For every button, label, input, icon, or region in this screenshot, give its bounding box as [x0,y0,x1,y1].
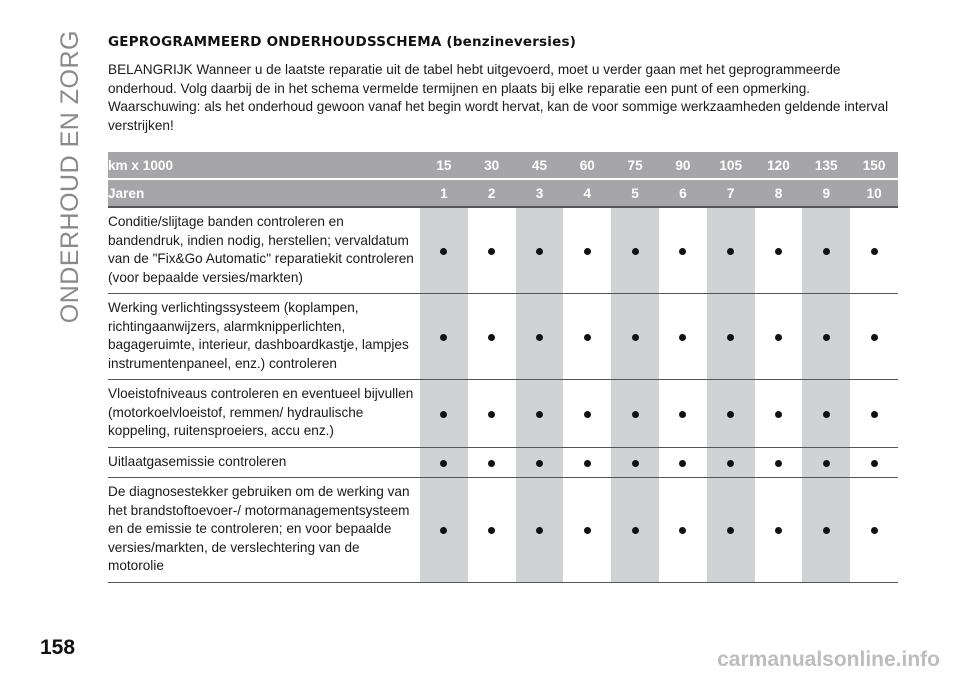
check-dot-icon [488,411,495,418]
check-dot-icon [823,460,830,467]
check-dot-icon [536,411,543,418]
watermark: carmanualsonline.info [717,648,940,671]
interval-mark-cell [563,294,611,380]
interval-mark-cell [516,380,564,448]
interval-mark-cell [755,380,803,448]
check-dot-icon [871,527,878,534]
years-interval-3: 4 [563,179,611,207]
years-interval-7: 8 [755,179,803,207]
table-row [108,294,898,380]
interval-mark-cell [468,447,516,478]
km-interval-7: 120 [755,152,803,179]
check-dot-icon [727,527,734,534]
maintenance-schedule-table [108,152,898,583]
interval-mark-cell [563,207,611,294]
interval-mark-cell [611,207,659,294]
check-dot-icon [584,248,591,255]
interval-mark-cell [755,478,803,583]
page-number: 158 [40,636,76,659]
task-description: Conditie/slijtage banden controleren en bandendruk, indien nodig, herstellen; vervaldatum van de "Fix&Go Automatic" reparatiekit controleren (voor bepaalde versies/markten) [108,207,420,294]
interval-mark-cell [420,380,468,448]
interval-mark-cell [707,207,755,294]
check-dot-icon [440,460,447,467]
km-header-label: km x 1000 [108,152,420,179]
check-dot-icon [823,411,830,418]
check-dot-icon [775,527,782,534]
interval-mark-cell [611,294,659,380]
check-dot-icon [871,411,878,418]
check-dot-icon [488,460,495,467]
intro-paragraph-warning: Waarschuwing: als het onderhoud gewoon vanaf het begin wordt hervat, kan de voor sommige werkzaamheden geldende interval verstrijken! [108,99,889,133]
interval-mark-cell [802,294,850,380]
schedule-body [108,207,898,582]
intro-text [108,61,908,135]
check-dot-icon [632,411,639,418]
years-header-label: Jaren [108,179,420,207]
interval-mark-cell [516,447,564,478]
interval-mark-cell [516,294,564,380]
km-interval-9: 150 [850,152,898,179]
interval-mark-cell [563,380,611,448]
check-dot-icon [440,248,447,255]
check-dot-icon [679,248,686,255]
section-side-label [52,30,88,324]
interval-mark-cell [850,294,898,380]
interval-mark-cell [659,447,707,478]
check-dot-icon [440,334,447,341]
interval-mark-cell [468,207,516,294]
check-dot-icon [440,411,447,418]
task-description: De diagnosestekker gebruiken om de werking van het brandstoftoevoer-/ motormanagementsysteem en de emissie te controleren; en voor bepaalde versies/markten, de verslechtering van de motorolie [108,478,420,583]
interval-mark-cell [802,447,850,478]
years-interval-6: 7 [707,179,755,207]
check-dot-icon [488,248,495,255]
check-dot-icon [584,527,591,534]
interval-mark-cell [802,478,850,583]
interval-mark-cell [802,380,850,448]
interval-mark-cell [420,294,468,380]
interval-mark-cell [468,380,516,448]
intro-paragraph-important: BELANGRIJK Wanneer u de laatste reparatie uit de tabel hebt uitgevoerd, moet u verder gaan met het geprogrammeerde onderhoud. Volg daarbij de in het schema vermelde termijnen en plaats bij elke reparatie een punt of een opmerking. [108,62,841,96]
section-side-label-text: ONDERHOUD EN ZORG [55,30,84,324]
km-interval-5: 90 [659,152,707,179]
km-interval-3: 60 [563,152,611,179]
check-dot-icon [679,411,686,418]
interval-mark-cell [707,380,755,448]
km-interval-8: 135 [802,152,850,179]
km-interval-6: 105 [707,152,755,179]
check-dot-icon [823,527,830,534]
km-interval-1: 30 [468,152,516,179]
interval-mark-cell [755,294,803,380]
check-dot-icon [488,334,495,341]
years-interval-9: 10 [850,179,898,207]
check-dot-icon [823,334,830,341]
interval-mark-cell [659,294,707,380]
table-row [108,447,898,478]
interval-mark-cell [659,207,707,294]
years-interval-5: 6 [659,179,707,207]
interval-mark-cell [850,447,898,478]
interval-mark-cell [659,380,707,448]
interval-mark-cell [707,447,755,478]
interval-mark-cell [468,478,516,583]
page-title: GEPROGRAMMEERD ONDERHOUDSSCHEMA (benzineversies) [108,34,577,50]
table-row [108,207,898,294]
interval-mark-cell [611,478,659,583]
interval-mark-cell [755,207,803,294]
check-dot-icon [584,411,591,418]
check-dot-icon [632,460,639,467]
check-dot-icon [536,460,543,467]
interval-mark-cell [611,447,659,478]
interval-mark-cell [850,380,898,448]
interval-mark-cell [420,207,468,294]
check-dot-icon [871,460,878,467]
km-interval-0: 15 [420,152,468,179]
check-dot-icon [775,460,782,467]
check-dot-icon [440,527,447,534]
years-interval-0: 1 [420,179,468,207]
interval-mark-cell [516,207,564,294]
interval-mark-cell [611,380,659,448]
km-interval-4: 75 [611,152,659,179]
interval-mark-cell [755,447,803,478]
check-dot-icon [727,334,734,341]
years-interval-2: 3 [516,179,564,207]
years-interval-1: 2 [468,179,516,207]
check-dot-icon [775,411,782,418]
interval-mark-cell [707,478,755,583]
task-description: Uitlaatgasemissie controleren [108,447,420,478]
task-description: Werking verlichtingssysteem (koplampen, richtingaanwijzers, alarmknipperlichten, bagageruimte, interieur, dashboardkastje, lampjes instrumentenpaneel, enz.) controleren [108,294,420,380]
interval-mark-cell [802,207,850,294]
check-dot-icon [632,527,639,534]
interval-mark-cell [516,478,564,583]
check-dot-icon [632,334,639,341]
years-interval-4: 5 [611,179,659,207]
check-dot-icon [727,460,734,467]
header-row-years [108,179,898,207]
interval-mark-cell [563,478,611,583]
check-dot-icon [488,527,495,534]
check-dot-icon [632,248,639,255]
interval-mark-cell [850,478,898,583]
check-dot-icon [679,527,686,534]
interval-mark-cell [563,447,611,478]
years-interval-8: 9 [802,179,850,207]
check-dot-icon [727,411,734,418]
check-dot-icon [823,248,830,255]
km-interval-2: 45 [516,152,564,179]
check-dot-icon [584,334,591,341]
check-dot-icon [871,334,878,341]
check-dot-icon [679,334,686,341]
table-row [108,380,898,448]
check-dot-icon [775,248,782,255]
task-description: Vloeistofniveaus controleren en eventueel bijvullen (motorkoelvloeistof, remmen/ hydraulische koppeling, ruitensproeiers, accu enz.) [108,380,420,448]
interval-mark-cell [850,207,898,294]
interval-mark-cell [468,294,516,380]
check-dot-icon [679,460,686,467]
check-dot-icon [584,460,591,467]
check-dot-icon [536,334,543,341]
check-dot-icon [536,527,543,534]
table-row [108,478,898,583]
interval-mark-cell [420,447,468,478]
check-dot-icon [775,334,782,341]
header-row-km [108,152,898,179]
interval-mark-cell [659,478,707,583]
check-dot-icon [871,248,878,255]
interval-mark-cell [420,478,468,583]
check-dot-icon [727,248,734,255]
check-dot-icon [536,248,543,255]
interval-mark-cell [707,294,755,380]
